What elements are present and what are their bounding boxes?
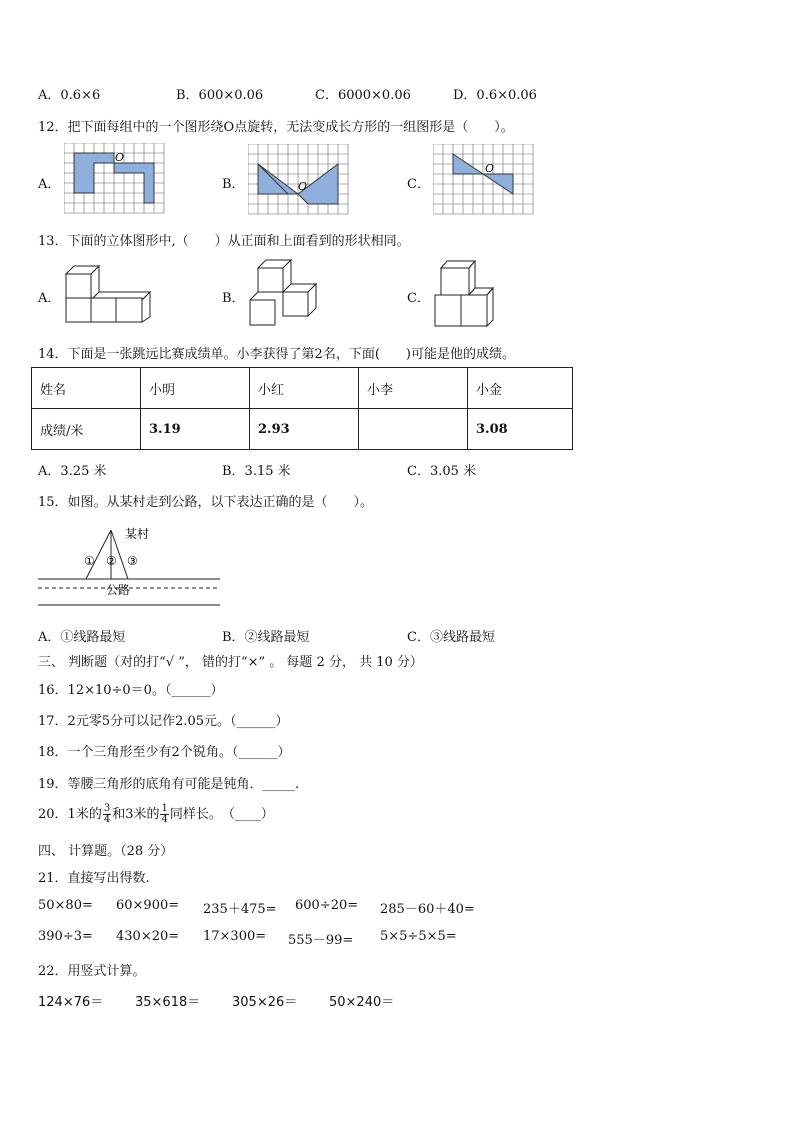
q15-option-a: A．①线路最短	[38, 630, 126, 645]
q21-item: 235＋475=	[203, 902, 277, 917]
q11-option-d: D．0.6×0.06	[453, 88, 537, 103]
q21-item: 285－60＋40=	[380, 902, 475, 917]
q15-route-2: ②	[106, 554, 117, 568]
q20	[38, 803, 274, 825]
q15-village-label: 某村	[125, 527, 150, 541]
q15-option-c: C．③线路最短	[407, 630, 495, 645]
table-cell	[359, 409, 468, 450]
q21-item: 390÷3=	[38, 929, 93, 944]
table-row	[32, 409, 573, 450]
q22-item: 35×618＝	[135, 995, 201, 1010]
q13-label-b: B．	[222, 291, 245, 306]
q15-road-label: 公路	[106, 583, 131, 597]
q14-score-table	[31, 367, 573, 450]
q12-o-label-a: O	[115, 151, 125, 164]
q13-label-c: C．	[407, 291, 430, 306]
q20-f1-num: 3	[103, 803, 111, 814]
q14-option-a: A．3.25 米	[38, 464, 107, 479]
q17: 17．2元零5分可以记作2.05元。（______）	[38, 714, 289, 729]
q21-item: 5×5÷5×5=	[380, 929, 457, 944]
q20-f2-num: 1	[161, 803, 168, 814]
q12-o-label-b: O	[298, 180, 308, 193]
q14-option-c: C．3.05 米	[407, 464, 477, 479]
table-cell: 姓名	[32, 368, 141, 409]
q20-fraction-2	[160, 804, 168, 825]
q15-route-3: ③	[127, 554, 138, 568]
table-cell: 小红	[250, 368, 359, 409]
section4-title: 四、 计算题。（28 分）	[38, 844, 174, 859]
table-cell: 小金	[468, 368, 573, 409]
table-cell: 成绩/米	[32, 409, 141, 450]
table-row	[32, 368, 573, 409]
q12-grid-c	[433, 144, 533, 214]
q11-option-c: C．6000×0.06	[315, 88, 411, 103]
q14-stem: 14．下面是一张跳远比赛成绩单。小李获得了第2名，下面( )可能是他的成绩。	[38, 347, 515, 362]
table-cell: 小李	[359, 368, 468, 409]
q22-item: 305×26＝	[232, 995, 298, 1010]
q21-item: 600÷20=	[295, 898, 359, 913]
q20-f1-den: 4	[103, 814, 111, 825]
q22-stem: 22．用竖式计算。	[38, 964, 146, 979]
table-cell: 小明	[141, 368, 250, 409]
q21-item: 17×300=	[203, 929, 267, 944]
q18: 18．一个三角形至少有2个锐角。（______）	[38, 745, 291, 760]
q12-o-label-c: O	[485, 162, 495, 175]
q13-cubes-b	[248, 258, 320, 328]
q12-label-c: C．	[407, 177, 430, 192]
q13-label-a: A．	[38, 291, 61, 306]
q14-option-b: B．3.15 米	[222, 464, 291, 479]
q20-f2-den: 4	[161, 814, 168, 825]
q22-item: 50×240＝	[329, 995, 395, 1010]
q21-stem: 21．直接写出得数.	[38, 871, 150, 886]
q15-stem: 15．如图。从某村走到公路，以下表达正确的是（ ）。	[38, 495, 374, 510]
table-cell: 3.19	[141, 409, 250, 450]
q20-prefix: 20．1米的	[38, 807, 102, 822]
q15-road-diagram	[38, 522, 224, 612]
q12-figure-b	[248, 144, 350, 216]
q13-cubes-a	[64, 262, 154, 324]
q12-stem: 12．把下面每组中的一个图形绕O点旋转，无法变成长方形的一组图形是（ ）。	[38, 120, 514, 135]
table-cell: 3.08	[468, 409, 573, 450]
q20-fraction-1	[103, 804, 111, 825]
q19: 19．等腰三角形的底角有可能是钝角．_____.	[38, 777, 300, 792]
q11-option-b: B．600×0.06	[176, 88, 264, 103]
q15-route-1: ①	[84, 554, 95, 568]
q21-item: 50×80=	[38, 898, 93, 913]
q20-middle: 和3米的	[112, 807, 160, 822]
q15-option-b: B．②线路最短	[222, 630, 310, 645]
q12-figure-a	[64, 143, 166, 215]
q20-suffix: 同样长。 （____）	[169, 807, 274, 822]
q21-item: 60×900=	[116, 898, 180, 913]
q12-label-a: A．	[38, 177, 61, 192]
q22-item: 124×76＝	[38, 995, 104, 1010]
q11-option-a: A．0.6×6	[38, 88, 101, 103]
q21-item: 430×20=	[116, 929, 180, 944]
q21-item: 555－99=	[288, 933, 354, 948]
q13-cubes-c	[433, 258, 499, 330]
q13-stem: 13．下面的立体图形中,（ ）从正面和上面看到的形状相同。	[38, 234, 410, 249]
table-cell: 2.93	[250, 409, 359, 450]
q12-label-b: B．	[222, 177, 245, 192]
section3-title: 三、 判断题（对的打“√ ”， 错的打“×” 。 每题 2 分， 共 10 分）	[38, 655, 423, 670]
q12-figure-c	[433, 144, 535, 216]
q16: 16．12×10÷0＝0。（______）	[38, 683, 224, 698]
